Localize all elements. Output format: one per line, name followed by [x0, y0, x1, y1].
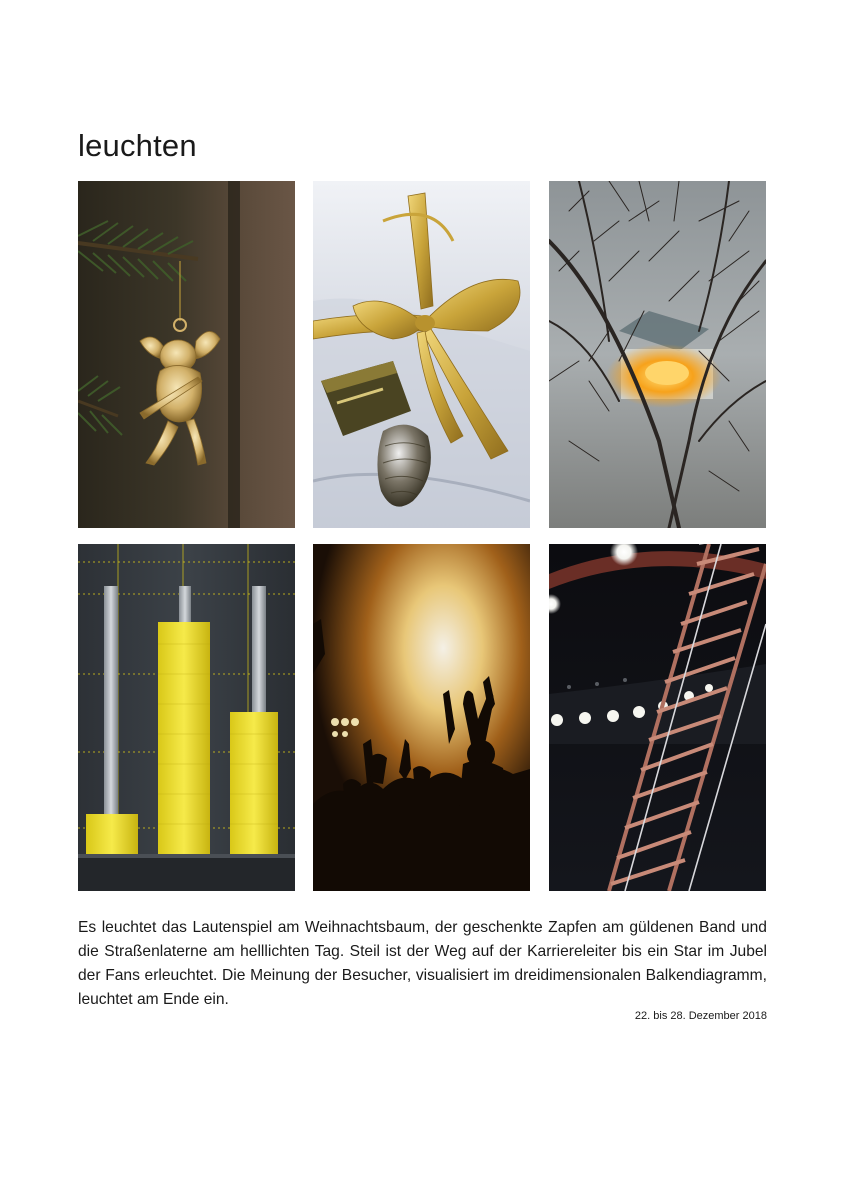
bar-chart-sculpture-photo — [78, 544, 295, 891]
gift-ribbon-photo — [313, 181, 530, 528]
concert-crowd-photo — [313, 544, 530, 891]
street-lamp-photo — [549, 181, 766, 528]
caption-text: Es leuchtet das Lautenspiel am Weihnachtsbaum, der geschenkte Zapfen am güldenen Band und die Straßenlaterne am helllichten Tag. Steil ist der Weg auf der Karriereleiter bis ein Star im Jubel der Fans erleuchtet. Die Meinung der Besucher, visualisiert im dreidimensionalen Balkendiagramm, leuchtet am Ende ein. — [78, 919, 767, 1008]
angel-ornament-photo — [78, 181, 295, 528]
ladder-stadium-photo — [549, 544, 766, 891]
date-range: 22. bis 28. Dezember 2018 — [634, 1010, 767, 1022]
page-title: leuchten — [78, 128, 197, 163]
